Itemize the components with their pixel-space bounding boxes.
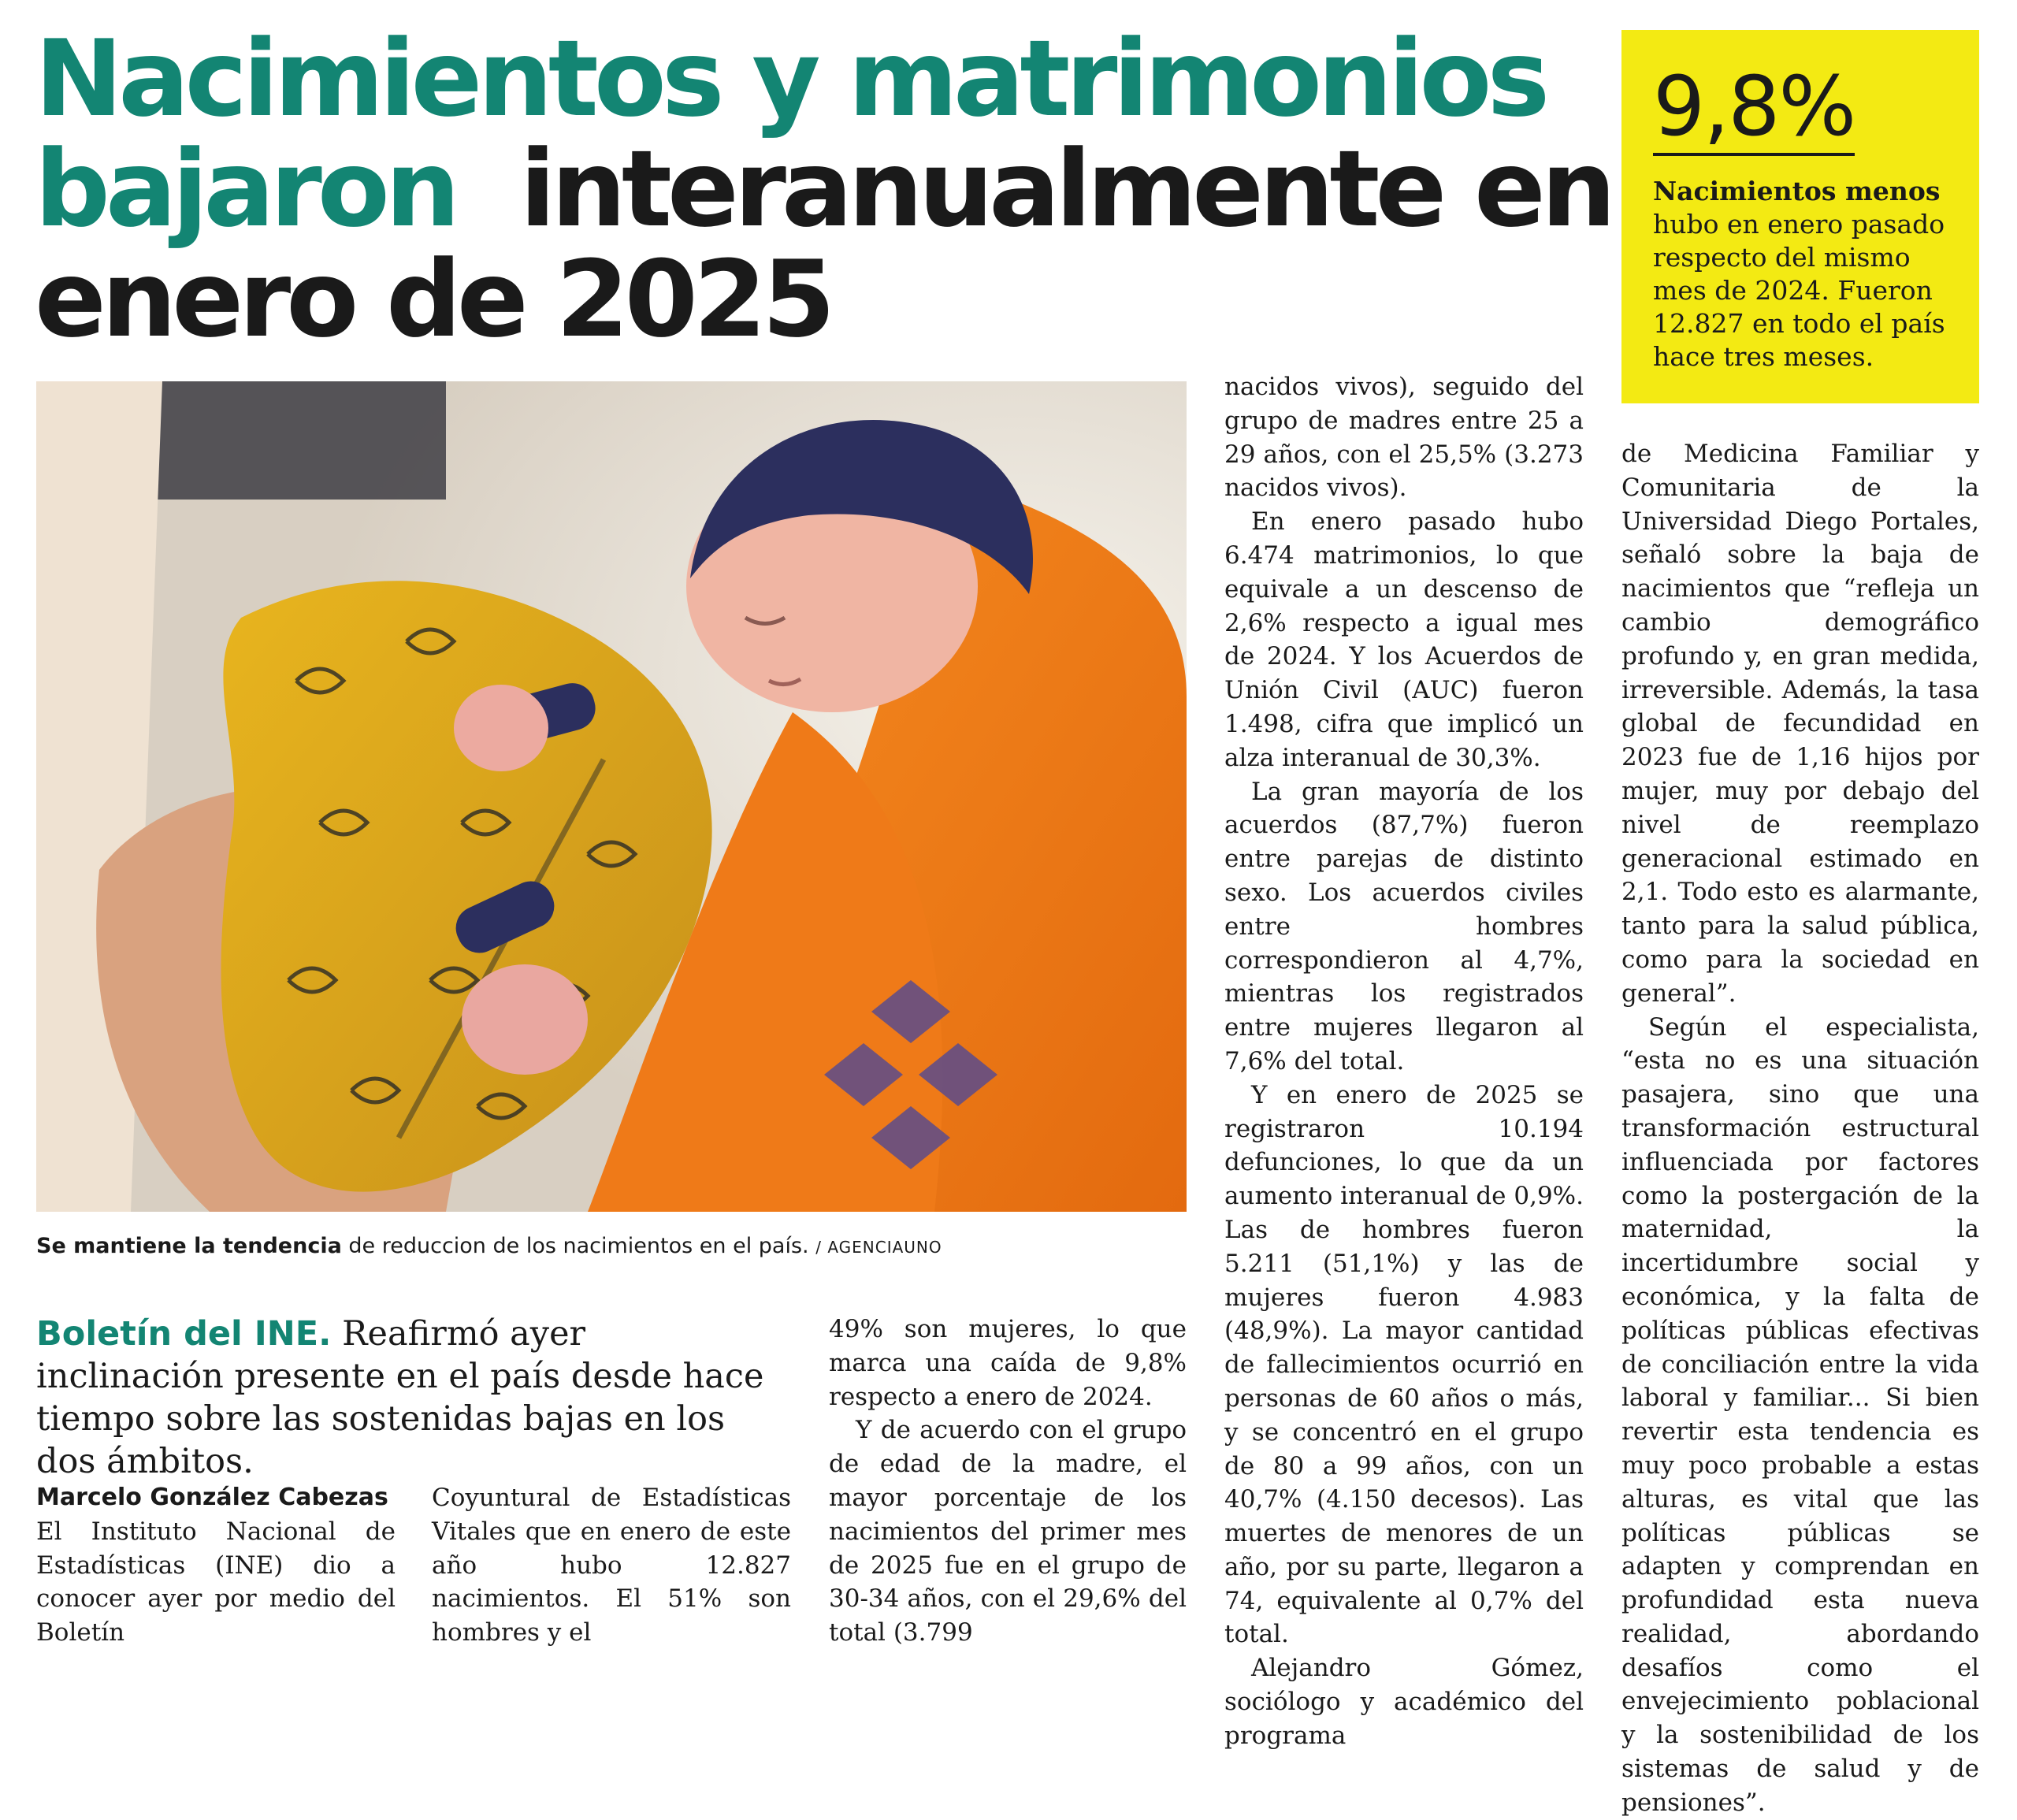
stat-value: 9,8% bbox=[1653, 58, 1855, 154]
col1-paragraph-1: El Instituto Nacional de Estadísticas (INE) dio a conocer ayer por medio del Boletín bbox=[36, 1517, 396, 1647]
col3-paragraph-2: Y de acuerdo con el grupo de edad de la madre, el mayor porcentaje de los nacimientos del primer mes de 2025 fue en el grupo de 30-34 años, con el 29,6% del total (3.799 bbox=[829, 1416, 1187, 1647]
col4-paragraph-3: La gran mayoría de los acuerdos (87,7%) fueron entre parejas de distinto sexo. Los acuerdos civiles entre hombres correspondieron al 4,7%, mientras los registrados entre mujeres llegaron al 7,6% del total. bbox=[1224, 777, 1584, 1075]
caption-text: de reduccion de los nacimientos en el país. bbox=[348, 1234, 809, 1258]
col5-paragraph-1: de Medicina Familiar y Comunitaria de la Universidad Diego Portales, señaló sobre la baja de nacimientos que “refleja un cambio demográfico profundo y, en gran medida, irreversible. Además, la tasa global de fecundidad en 2023 fue de 1,16 hijos por mujer, muy por debajo del nivel de reemplazo generacional estimado en 2,1. Todo esto es alarmante, tanto para la salud pública, como para la sociedad en general”. bbox=[1621, 440, 1979, 1008]
article-column-3 bbox=[829, 1313, 1187, 1650]
lead-kicker: Boletín del INE. bbox=[36, 1314, 332, 1354]
col3-paragraph-1: 49% son mujeres, lo que marca una caída de 9,8% respecto a enero de 2024. bbox=[829, 1315, 1187, 1411]
col4-paragraph-4: Y en enero de 2025 se registraron 10.194 defunciones, lo que da un aumento interanual de 0,9%. Las de hombres fueron 5.211 (51,1%) y las de mujeres fueron 4.983 (48,9%). La mayor cantidad de fallecimientos ocurrió en personas de 60 años o más, y se concentró en el grupo de 80 a 99 años, con un 40,7% (4.150 decesos). Las muertes de menores de un año, por su parte, llegaron a 74, equivalente al 0,7% del total. bbox=[1224, 1080, 1584, 1649]
article-column-1 bbox=[36, 1481, 396, 1650]
col2-paragraph-1: Coyuntural de Estadísticas Vitales que en enero de este año hubo 12.827 nacimientos. El 51% son hombres y el bbox=[432, 1484, 791, 1647]
col5-paragraph-2: Según el especialista, “esta no es una situación pasajera, sino que una transformación estructural influenciada por factores como la postergación de la maternidad, la incertidumbre social y económica, y la falta de políticas públicas efectivas de conciliación entre la vida laboral y familiar... Si bien revertir esta tendencia es muy poco probable a estas alturas, es vital que las políticas públicas se adapten y comprendan en profundidad esta nueva realidad, abordando desafíos como el envejecimiento poblacional y la sostenibilidad de los sistemas de salud y de pensiones”. bbox=[1621, 1012, 1979, 1817]
col4-paragraph-2: En enero pasado hubo 6.474 matrimonios, lo que equivale a un descenso de 2,6% respecto a igual mes de 2024. Y los Acuerdos de Unión Civil (AUC) fueron 1.498, cifra que implicó un alza interanual de 30,3%. bbox=[1224, 507, 1584, 772]
stat-label bbox=[1653, 175, 1948, 373]
photo-caption bbox=[36, 1231, 1187, 1263]
article-column-2 bbox=[432, 1481, 791, 1650]
stat-label-text: hubo en enero pasado respecto del mismo mes de 2024. Fueron 12.827 en todo el país hace tres meses. bbox=[1653, 209, 1945, 372]
newborn-photo-illustration bbox=[36, 381, 1187, 1212]
stat-box bbox=[1621, 30, 1979, 403]
col4-paragraph-5: Alejandro Gómez, sociólogo y académico del programa bbox=[1224, 1654, 1584, 1750]
article-column-5 bbox=[1621, 437, 1979, 1820]
headline-line-2-dark: interanualmente en bbox=[519, 128, 1612, 251]
headline-line-3: enero de 2025 bbox=[35, 238, 831, 361]
caption-bold: Se mantiene la tendencia bbox=[36, 1234, 342, 1258]
lead-text: Reafirmó ayer inclinación presente en el país desde hace tiempo sobre las sostenidas bajas en los dos ámbitos. bbox=[36, 1314, 764, 1481]
col4-paragraph-1: nacidos vivos), seguido del grupo de madres entre 25 a 29 años, con el 25,5% (3.273 nacidos vivos). bbox=[1224, 373, 1584, 503]
headline-line-1: Nacimientos y matrimonios bbox=[35, 17, 1546, 140]
headline-line-2-green: bajaron bbox=[35, 128, 456, 251]
lead-paragraph bbox=[36, 1313, 777, 1483]
stat-label-bold: Nacimientos menos bbox=[1653, 176, 1941, 206]
caption-credit: / AGENCIAUNO bbox=[815, 1238, 942, 1257]
article-column-4 bbox=[1224, 370, 1584, 1753]
newborn-photo bbox=[36, 381, 1187, 1212]
byline: Marcelo González Cabezas bbox=[36, 1484, 388, 1511]
headline bbox=[35, 17, 1612, 361]
